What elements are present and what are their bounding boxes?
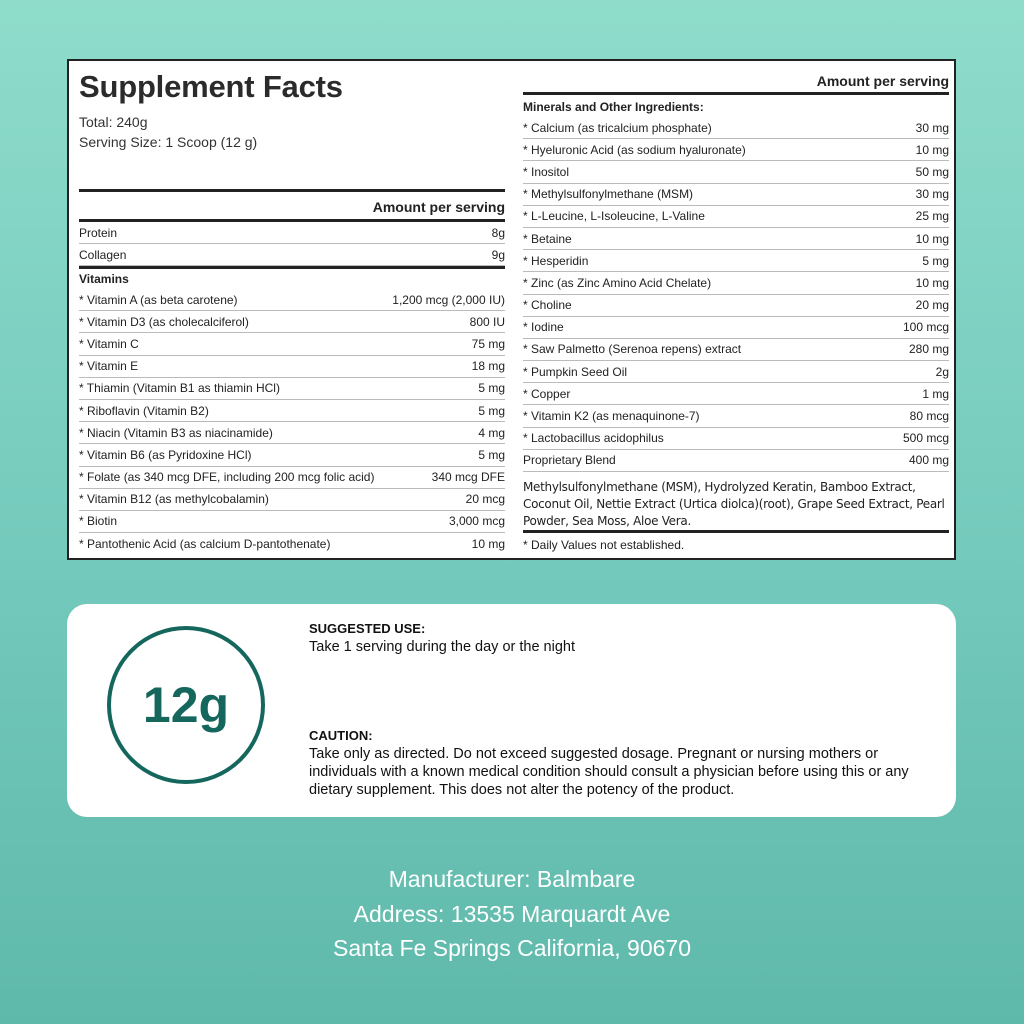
nutrient-name: Protein: [79, 225, 118, 240]
nutrient-name: * L-Leucine, L-Isoleucine, L-Valine: [523, 209, 705, 224]
nutrient-amount: 8g: [491, 225, 505, 240]
table-row: [79, 311, 505, 333]
nutrient-amount: 30 mg: [915, 187, 949, 202]
table-row: [523, 117, 949, 139]
nutrient-amount: 9g: [491, 247, 505, 262]
nutrient-name: * Vitamin K2 (as menaquinone-7): [523, 409, 700, 424]
nutrient-amount: 800 IU: [469, 314, 505, 329]
table-row: [523, 206, 949, 228]
nutrient-name: * Hyeluronic Acid (as sodium hyaluronate): [523, 142, 746, 157]
table-row: [523, 317, 949, 339]
manufacturer-city: Santa Fe Springs California, 90670: [333, 935, 691, 961]
table-row: [79, 467, 505, 489]
caution-text: Take only as directed. Do not exceed suggested dosage. Pregnant or nursing mothers or individuals with a known medical condition should consult a physician before using this or any dietary supplement. This does not alter the potency of the product.: [309, 746, 909, 798]
dose-value: 12g: [142, 677, 230, 733]
nutrient-name: Proprietary Blend: [523, 453, 616, 468]
amount-header-right: Amount per serving: [816, 73, 949, 89]
nutrient-name: * Betaine: [523, 231, 572, 246]
proprietary-blend-ingredients: Methylsulfonylmethane (MSM), Hydrolyzed Keratin, Bamboo Extract, Coconut Oil, Nettie Extract (Urtica diolca)(root), Grape Seed Extract, Pearl Powder, Sea Moss, Aloe Vera.: [523, 480, 945, 528]
minerals-label: Minerals and Other Ingredients:: [523, 100, 704, 114]
table-row: [79, 378, 505, 400]
table-row: [523, 339, 949, 361]
table-row: [523, 184, 949, 206]
table-row: [523, 272, 949, 294]
nutrient-name: * Inositol: [523, 164, 570, 179]
nutrient-name: * Iodine: [523, 320, 564, 335]
table-row: [523, 383, 949, 405]
table-row: [79, 333, 505, 355]
table-row: [79, 422, 505, 444]
caution-heading: CAUTION:: [309, 728, 373, 743]
table-row: [79, 244, 505, 266]
nutrient-amount: 75 mg: [471, 336, 505, 351]
nutrient-amount: 400 mg: [908, 453, 949, 468]
nutrient-amount: 340 mcg DFE: [431, 470, 505, 485]
vitamins-label: Vitamins: [79, 272, 129, 286]
nutrient-amount: 5 mg: [478, 403, 505, 418]
nutrient-name: * Copper: [523, 386, 571, 401]
table-row: [523, 161, 949, 183]
thick-divider: [523, 92, 949, 95]
nutrient-amount: 20 mg: [915, 298, 949, 313]
table-row: [79, 356, 505, 378]
nutrient-name: * Vitamin A (as beta carotene): [79, 292, 238, 307]
table-row: [79, 400, 505, 422]
minerals-list: [523, 117, 949, 472]
nutrient-name: * Folate (as 340 mcg DFE, including 200 mcg folic acid): [79, 470, 375, 485]
nutrient-amount: 30 mg: [915, 120, 949, 135]
manufacturer-address: Address: 13535 Marquardt Ave: [353, 901, 671, 927]
thick-divider: [523, 530, 949, 533]
macros-list: [79, 222, 505, 266]
nutrient-name: * Hesperidin: [523, 253, 589, 268]
facts-title: Supplement Facts: [79, 69, 343, 104]
nutrient-name: * Vitamin D3 (as cholecalciferol): [79, 314, 249, 329]
table-row: [523, 228, 949, 250]
nutrient-name: * Pumpkin Seed Oil: [523, 364, 628, 379]
table-row: [79, 489, 505, 511]
thick-divider: [79, 189, 505, 192]
nutrient-amount: 10 mg: [915, 231, 949, 246]
nutrient-amount: 5 mg: [922, 253, 949, 268]
nutrient-name: Collagen: [79, 247, 127, 262]
nutrient-amount: 10 mg: [915, 275, 949, 290]
nutrient-name: * Saw Palmetto (Serenoa repens) extract: [523, 342, 742, 357]
nutrient-amount: 500 mcg: [902, 431, 949, 446]
table-row: [523, 250, 949, 272]
nutrient-amount: 3,000 mcg: [448, 514, 505, 529]
nutrient-name: * Calcium (as tricalcium phosphate): [523, 120, 712, 135]
table-row: [523, 139, 949, 161]
supplement-facts-panel: [67, 59, 956, 560]
nutrient-name: * Biotin: [79, 514, 118, 529]
serving-size: Serving Size: 1 Scoop (12 g): [79, 134, 258, 150]
nutrient-name: * Zinc (as Zinc Amino Acid Chelate): [523, 275, 712, 290]
nutrient-name: * Pantothenic Acid (as calcium D-pantothenate): [79, 537, 331, 552]
nutrient-name: * Riboflavin (Vitamin B2): [79, 403, 209, 418]
nutrient-amount: 1 mg: [922, 386, 949, 401]
table-row: [523, 405, 949, 427]
nutrient-name: * Methylsulfonylmethane (MSM): [523, 187, 694, 202]
daily-values-footnote: * Daily Values not established.: [523, 538, 685, 552]
nutrient-amount: 10 mg: [915, 142, 949, 157]
nutrient-name: * Vitamin B6 (as Pyridoxine HCl): [79, 447, 252, 462]
table-row: [523, 295, 949, 317]
thick-divider: [79, 266, 505, 269]
suggested-use-heading: SUGGESTED USE:: [309, 621, 426, 636]
nutrient-name: * Choline: [523, 298, 572, 313]
nutrient-amount: 50 mg: [915, 164, 949, 179]
nutrient-amount: 100 mcg: [902, 320, 949, 335]
nutrient-amount: 280 mg: [908, 342, 949, 357]
suggested-use-text: Take 1 serving during the day or the night: [309, 639, 575, 655]
vitamins-list: [79, 289, 505, 555]
nutrient-amount: 25 mg: [915, 209, 949, 224]
nutrient-amount: 80 mcg: [909, 409, 949, 424]
nutrient-name: * Lactobacillus acidophilus: [523, 431, 664, 446]
table-row: [79, 289, 505, 311]
nutrient-name: * Niacin (Vitamin B3 as niacinamide): [79, 425, 273, 440]
table-row: [523, 428, 949, 450]
nutrient-amount: 2g: [935, 364, 949, 379]
table-row: [79, 511, 505, 533]
table-row: [523, 361, 949, 383]
table-row: [79, 222, 505, 244]
amount-header-left: Amount per serving: [372, 199, 505, 215]
nutrient-amount: 5 mg: [478, 447, 505, 462]
table-row: [79, 533, 505, 555]
usage-card: [67, 604, 956, 817]
nutrient-name: * Vitamin B12 (as methylcobalamin): [79, 492, 269, 507]
nutrient-amount: 1,200 mcg (2,000 IU): [392, 292, 505, 307]
nutrient-amount: 4 mg: [478, 425, 505, 440]
nutrient-amount: 10 mg: [471, 537, 505, 552]
table-row: [523, 450, 949, 472]
nutrient-name: * Vitamin E: [79, 359, 139, 374]
table-row: [79, 444, 505, 466]
nutrient-name: * Thiamin (Vitamin B1 as thiamin HCl): [79, 381, 280, 396]
nutrient-amount: 5 mg: [478, 381, 505, 396]
serving-dose-badge: [107, 626, 265, 784]
nutrient-amount: 18 mg: [471, 359, 505, 374]
total-amount: Total: 240g: [79, 114, 148, 130]
nutrient-amount: 20 mcg: [465, 492, 505, 507]
nutrient-name: * Vitamin C: [79, 336, 139, 351]
manufacturer-name: Manufacturer: Balmbare: [388, 866, 636, 892]
